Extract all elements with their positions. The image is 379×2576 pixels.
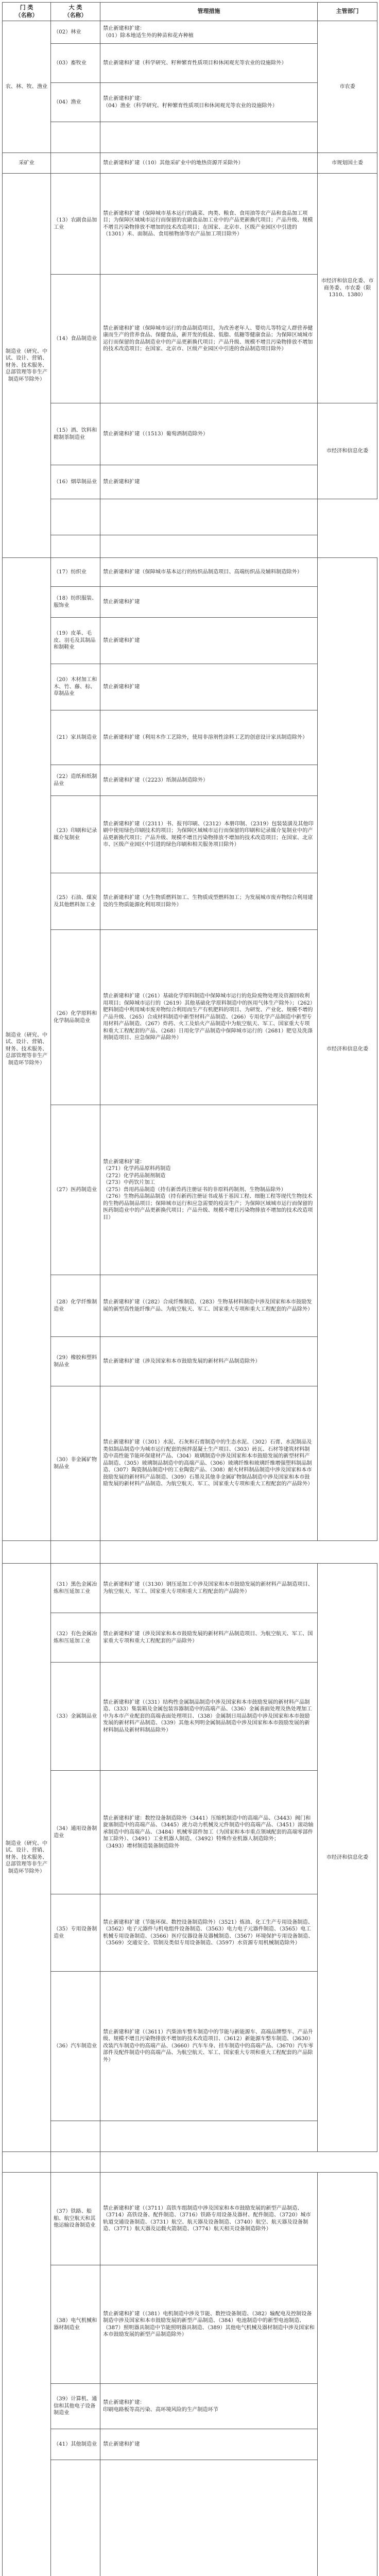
- measures-cell: 禁止新建和扩建: [100, 618, 318, 664]
- subcategory-cell: （30）非金属矿物制品业: [51, 1386, 100, 1541]
- subcategory-cell: （29）橡胶和塑料制品业: [51, 1337, 100, 1386]
- header-department: 主管部门: [318, 3, 377, 21]
- department-cell: 市规划国土委: [318, 153, 377, 174]
- subcategory-cell: （38）电气机械和器材制造业: [51, 2265, 100, 2384]
- subcategory-cell: （34）通用设备制造业: [51, 1771, 100, 1894]
- subcategory-cell: （16）烟草制品业: [51, 465, 100, 499]
- subcategory-cell: [51, 535, 100, 558]
- measures-cell: 禁止新建和扩建（保障城市基本运行的蔬菜、肉类、粮食、食用油等农产品和食品加工项目；为保障区域城市运行而保留的农副食品加工业中的产品更新换代项目；产品升级、规模不增且污染物排放不增加的技术改造项目；在国家、北京市、区级产业园区中引进的（1301）米、面制品、食用植物油等农产品加工项目除外）: [100, 174, 318, 275]
- table-row: [3, 2152, 377, 2173]
- measures-cell: 禁止新建和扩建: [100, 2429, 318, 2460]
- measures-cell: 禁止新建和扩建（（3711）高铁车组制造中涉及国家和本市鼓励发展的新型产品制造、（3714）高铁设备、配件制造、（3716）铁路专用设备及器材、配件制造、（3720）城市轨道交通设备制造、（3731）航空、航天器及设备制造、（3740）航空、航天器及设备制造、（3771）航天器及运载火箭制造、（3774）航天相关设备制造除外）: [100, 2173, 318, 2265]
- measures-cell: 禁止新建和扩建： （271）化学药品原料药制造 （272）化学药品制剂制造 （273）中药饮片加工 （275）兽用药品制造（持有新兽药注册证书的非原料药制剂、生物制品除外） （276）生物药品制品制造（持有新药注册证书或基于基因工程、细胞工程等现代生物技术的生物药品制品项目；保障城市运行和应急需要的疫苗生产；为保障区域城市运行而保留的医药制造业中的产品更新换代项目；产品升级、规模不增且污染物排放不增加的技术改造项目）: [100, 1105, 318, 1275]
- subcategory-cell: （19）皮革、毛皮、羽毛及其制品和制鞋业: [51, 618, 100, 664]
- category-cell: [3, 2173, 51, 2576]
- measures-cell: [100, 122, 318, 153]
- department-cell: 市农委: [318, 21, 377, 153]
- subcategory-cell: （37）铁路、船舶、航空航天和其他运输设备制造业: [51, 2173, 100, 2265]
- subcategory-cell: （39）计算机、通信和其他电子设备制造业: [51, 2384, 100, 2429]
- subcategory-cell: （32）有色金属冶炼和压延加工业: [51, 1613, 100, 1663]
- measures-cell: 禁止新建和扩建： （01）除本地适生外的种苗和花卉种植: [100, 21, 318, 44]
- subcategory-cell: （20）木材加工和木、竹、藤、棕、草制品业: [51, 664, 100, 710]
- table-header-row: [3, 3, 377, 21]
- measures-cell: 禁止新建和扩建（（10）其他采矿业中的地热资源开采除外）: [100, 153, 318, 174]
- subcategory-cell: [3, 1541, 51, 1564]
- measures-cell: 禁止新建和扩建（（301）水泥、石灰和石膏制造中的生态水泥、（302）石膏、水泥制品及类似制品制造中为城市运行配套的预拌混凝土生产项目、（303）砖瓦、石材等建筑材料制造中高性能节能环保建材产品、（304）玻璃制造中涉及国家和本市鼓励发展的新型材料产品制造、（305）玻璃制品制造中的高端产品、（306）玻璃纤维和玻璃纤维增强塑料制品制造、（307）陶瓷制品制造中的工业陶瓷产品、（308）耐火材料制品制造中涉及国家和本市鼓励发展的新材料产品制造、（309）石墨及其他非金属矿物制品制造中涉及国家和本市鼓励发展的新材料产品制造、为航空航天、军工、国家重大专项和重大工程配套的产品除外）: [100, 1386, 318, 1541]
- measures-cell: 禁止新建和扩建（保障城市运行的食品制造项目，为改善老年人、婴幼儿等特定人群营养健康而生产的营养食品、保健食品，新开发的低盐、低脂、低糖等健康食品；为保障区域城市运行而保留的食品制造业中的产品更新换代项目；产品升级、规模不增且污染物排放不增加的技术改造项目；在国家、北京市、区级产业园区中引进的食品制造项目除外）: [100, 275, 318, 403]
- subcategory-cell: （18）纺织服装、服饰业: [51, 587, 100, 618]
- measures-cell: 禁止新建和扩建（涉及国家和本市鼓励发展的新材料产品制造项目、为航空航天、军工、国家重大专项和重大工程配套的产品除外）: [100, 1613, 318, 1663]
- subcategory-cell: （41）其他制造业: [51, 2429, 100, 2460]
- subcategory-cell: （27）医药制造业: [51, 1105, 100, 1275]
- category-cell: 制造业（研究、中试、设计、营销、财务、技术服务、总部管理等非生产制造环节除外）: [3, 558, 51, 1541]
- measures-cell: 禁止新建和扩建（（261）基础化学原料制造中保障城市运行的危险废物处理及资源回收利用项目；保障城市运行的（2619）其他基础化学原料制造中的医用气体生产除外）；（262）肥料制造中利用城市废弃物综合利用而生产有机肥料的项目、为研发、产业化、规模不增的产品升级、（265）合成材料制造中新型材料产品制造、（266）专用化学产品制造中新型专用材料产品制造、（267）炸药、火工及焰火产品制造中为航空航天、军工、国家重大专项和重大工程配套的产品、（268）日用化学产品制造中保障城市运行的（2681）肥皂及洗涤剂制造项目、应急保障产品除外）: [100, 930, 318, 1105]
- subcategory-cell: [100, 2460, 318, 2576]
- subcategory-cell: （15）酒、饮料和精制茶制造业: [51, 403, 100, 465]
- measures-cell: 禁止新建和扩建（为生物质燃料加工、生物质成型燃料加工；为发展城市废弃物综合利用建设的生物质能源化利用项目除外）: [100, 873, 318, 930]
- table-row: [3, 499, 377, 535]
- table-row: [3, 2173, 377, 2265]
- header-measures: 管理措施: [100, 3, 318, 21]
- department-cell: 市经济和信息化委: [318, 1564, 377, 2152]
- table-row: [3, 535, 377, 558]
- subcategory-cell: （22）造纸和纸制品业: [51, 765, 100, 796]
- measures-cell: 禁止新建和扩建： 印刷电路板等高污染、高环境风险的生产制造环节: [100, 2384, 318, 2429]
- table-row: [3, 174, 377, 275]
- category-cell: 制造业（研究、中试、设计、营销、财务、技术服务、总部管理等非生产制造环节除外）: [3, 174, 51, 558]
- subcategory-cell: [51, 153, 100, 174]
- measures-cell: 禁止新建和扩建（（3130）钢压延加工中涉及国家和本市鼓励发展的新材料产品制造项目、为航空航天、军工、国家重大专项和重大工程配套的产品除外）: [100, 1564, 318, 1613]
- subcategory-cell: （28）化学纤维制造业: [51, 1275, 100, 1337]
- subcategory-cell: [51, 122, 100, 153]
- subcategory-cell: （36）汽车制造业: [51, 1972, 100, 2121]
- measures-cell: 禁止新建和扩建（科学研究、籽种繁育性质项目和休闲观光等农业的设施除外）: [100, 44, 318, 83]
- subcategory-cell: （26）化学原料和化学制品制造业: [51, 930, 100, 1105]
- subcategory-cell: [51, 2121, 100, 2152]
- department-cell: 市经济和信息化委: [318, 558, 377, 1541]
- measures-cell: 禁止新建和扩建: [100, 465, 318, 499]
- subcategory-cell: （13）农副食品加工业: [51, 174, 100, 275]
- subcategory-cell: （02）林业: [51, 21, 100, 44]
- measures-cell: 禁止新建和扩建（保障城市基本运行的纺织品制造项目、高端纺织品及辅料制造除外）: [100, 558, 318, 587]
- category-cell: [51, 2460, 100, 2576]
- category-cell: 制造业（研究、中试、设计、营销、财务、技术服务、总部管理等非生产制造环节除外）: [3, 1564, 51, 2152]
- subcategory-cell: （17）纺织业: [51, 558, 100, 587]
- measures-cell: [100, 499, 318, 535]
- measures-cell: [51, 1541, 100, 1564]
- subcategory-cell: （33）金属制品业: [51, 1663, 100, 1771]
- measures-cell: 禁止新建和扩建（涉及国家和本市鼓励发展的新材料产品制造除外）: [100, 1337, 318, 1386]
- category-cell: 采矿业: [3, 153, 51, 174]
- subcategory-cell: （31）黑色金属冶炼和压延加工业: [51, 1564, 100, 1613]
- measures-cell: 禁止新建和扩建： （04）渔业（科学研究、籽种繁育性质项目和休闲观光等农业的设施除外）: [100, 83, 318, 122]
- table-row: [3, 1564, 377, 1613]
- measures-cell: 禁止新建和扩建（（2311）书、报刊印刷、（2312）本册印制、（2319）包装装潢及其他印刷中使用绿色印刷技术的项目；为保障区域城市运行而保留的印刷和记录媒介复制业中的产品更新换代项目；产品升级、规模不增且污染物排放不增加的技术改造项目；在国家、北京市、区级产业园区中引进的绿色印刷和相关服务项目除外）: [100, 796, 318, 873]
- measures-cell: [51, 2152, 100, 2173]
- department-cell: [318, 2173, 377, 2576]
- measures-cell: 禁止新建和扩建（（3611）汽柴油车整车制造中的节能与新能源车、高端品牌整车、产品升级、规模不增且污染物排放不增加的技术改造项目、（3612）新能源车整车制造、（3630）改装汽车制造中的高端产品、（3660）汽车车身、挂车制造中的高端产品、（3670）汽车零部件及配件制造中的高端产品、为航空航天、军工、国家重大专项和重大工程配套的产品除外）: [100, 1972, 318, 2121]
- department-cell: 市经济和信息化委、市商务委、市农委（限1310、1380）: [318, 174, 377, 403]
- subcategory-cell: （23）印刷和记录媒介复制业: [51, 796, 100, 873]
- subcategory-cell: （21）家具制造业: [51, 710, 100, 765]
- measures-cell: 禁止新建和扩建（（1513）葡萄酒制造除外）: [100, 403, 318, 465]
- table-body: [3, 21, 377, 2576]
- measures-cell: 禁止新建和扩建（（282）合成纤维制造、（283）生物基材料制造中涉及国家和本市鼓励发展的新型高性能纤维产品、为航空航天、军工、国家重大专项和重大工程配套的产品除外）: [100, 1275, 318, 1337]
- subcategory-cell: （04）渔业: [51, 83, 100, 122]
- subcategory-cell: （25）石油、煤炭及其他燃料加工业: [51, 873, 100, 930]
- measures-cell: 禁止新建和扩建：数控设备制造除外（3441）压缩机制造中的高端产品、（3443）阀门和旋塞制造中的高端产品、（3445）液力动力机械及元件制造中的高端产品、（3451）滚动轴承制造中的高端产品、（3484）机械零部件加工（为国家和本市重点领域配套的高端零部件加工除外）、（3491）工业机器人制造、（3492）特殊作业机器人制造除外； （3493）增材制造装备制造除外: [100, 1771, 318, 1894]
- measures-cell: 禁止新建和扩建（节能环保、数控设备制造除外）（3521）炼油、化工生产专用设备制造、（3562）电子元器件与机电组件设备制造、（3563）电力电子元器件制造、（3565）电工机械专用设备制造、（3566）医疗仪器设备及器械制造、（3567）环境保护专用设备制造、（3569）交通安全、管制及类似专用设备制造、（3597）水资源专用机械制造除外）: [100, 1894, 318, 1972]
- measures-cell: 禁止新建和扩建（利用木作工艺除外，使用非溶剂性涂料工艺的创意设计家具制造除外）: [100, 710, 318, 765]
- measures-cell: 禁止新建和扩建（（331）结构性金属制品制造中涉及国家和本市鼓励发展的新材料产品制造、（333）集装箱及金属包装容器制造中的高端产品、（336）金属表面处理及热处理加工中为本市产业配套的高端表面处理项目、（338）金属制日用品制造中涉及国家和本市鼓励发展的新材料产品制造、（339）其他未列明金属制品制造中涉及国家和本市鼓励发展的新材料制品及新材料制品除外）: [100, 1663, 318, 1771]
- table-row: [3, 403, 377, 465]
- header-category: 门 类 （名称）: [3, 3, 51, 21]
- subcategory-cell: （35）专用设备制造业: [51, 1894, 100, 1972]
- measures-cell: 禁止新建和扩建: [100, 587, 318, 618]
- measures-cell: 禁止新建和扩建（（381）电机制造中涉及节能、数控设备制造、（382）输配电及控制设备制造中涉及国家和本市鼓励发展的新型产品制造、（384）电池制造中的新型电池制造、（387）照明器具制造中节能照明器具制造、（389）其他电气机械及器材制造中涉及国家和本市鼓励发展的新型产品制造除外）: [100, 2265, 318, 2384]
- table-row: [3, 1541, 377, 1564]
- subcategory-cell: [3, 2152, 51, 2173]
- subcategory-cell: （03）畜牧业: [51, 44, 100, 83]
- subcategory-cell: （14）食品制造业: [51, 275, 100, 403]
- policy-table: [2, 2, 377, 2576]
- table-row: [3, 558, 377, 587]
- measures-cell: [100, 535, 318, 558]
- header-subcategory: 大 类 （名称）: [51, 3, 100, 21]
- table-row: [3, 21, 377, 44]
- measures-cell: 禁止新建和扩建: [100, 664, 318, 710]
- category-cell: 农、林、牧、渔业: [3, 21, 51, 153]
- table-row: [3, 153, 377, 174]
- department-cell: 市经济和信息化委: [318, 403, 377, 499]
- subcategory-cell: [51, 499, 100, 535]
- measures-cell: [100, 2121, 318, 2152]
- measures-cell: 禁止新建和扩建（（2223）纸制品制造除外）: [100, 765, 318, 796]
